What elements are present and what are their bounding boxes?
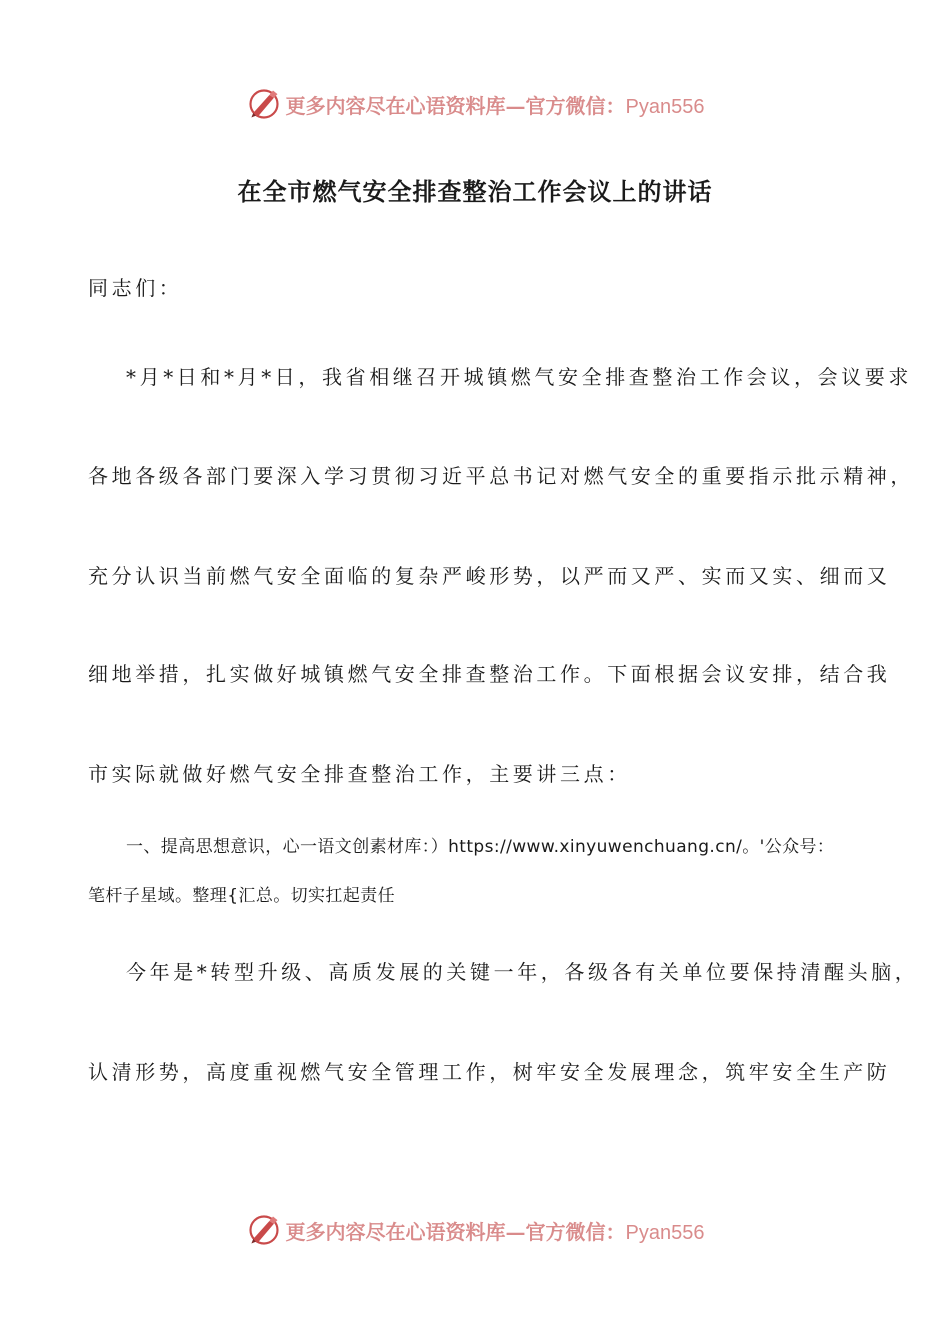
pen-logo-icon: [246, 1212, 282, 1248]
paragraph-line: 今年是*转型升级、高质发展的关键一年，各级各有关单位要保持清醒头脑，: [126, 960, 919, 984]
section-heading-line: 笔杆子星域。整理{汇总。切实扛起责任: [88, 886, 396, 906]
document-title: 在全市燃气安全排查整治工作会议上的讲话: [237, 178, 713, 206]
paragraph-line: *月*日和*月*日，我省相继召开城镇燃气安全排查整治工作会议，会议要求: [126, 365, 912, 389]
section-heading-line: 一、提高思想意识，心一语文创素材库：）https://www.xinyuwenchuang.cn/。'公众号：: [126, 837, 835, 857]
paragraph-line: 各地各级各部门要深入学习贯彻习近平总书记对燃气安全的重要指示批示精神，: [88, 464, 914, 488]
watermark-wechat-id: Pyan556: [625, 1221, 705, 1244]
watermark-text: 更多内容尽在心语资料库—官方微信：Pyan556: [285, 93, 705, 118]
header-watermark: [0, 82, 950, 126]
pen-logo-icon: [246, 86, 282, 122]
watermark-text: 更多内容尽在心语资料库—官方微信：Pyan556: [285, 1219, 705, 1244]
paragraph-line: 市实际就做好燃气安全排查整治工作，主要讲三点：: [88, 762, 631, 786]
paragraph-line: 认清形势，高度重视燃气安全管理工作，树牢安全发展理念，筑牢安全生产防: [88, 1060, 891, 1084]
paragraph-line: 细地举措，扎实做好城镇燃气安全排查整治工作。下面根据会议安排，结合我: [88, 662, 891, 686]
watermark-wechat-id: Pyan556: [625, 95, 705, 118]
footer-watermark: [0, 1208, 950, 1252]
salutation: 同志们：: [88, 276, 183, 300]
paragraph-line: 充分认识当前燃气安全面临的复杂严峻形势，以严而又严、实而又实、细而又: [88, 564, 891, 588]
